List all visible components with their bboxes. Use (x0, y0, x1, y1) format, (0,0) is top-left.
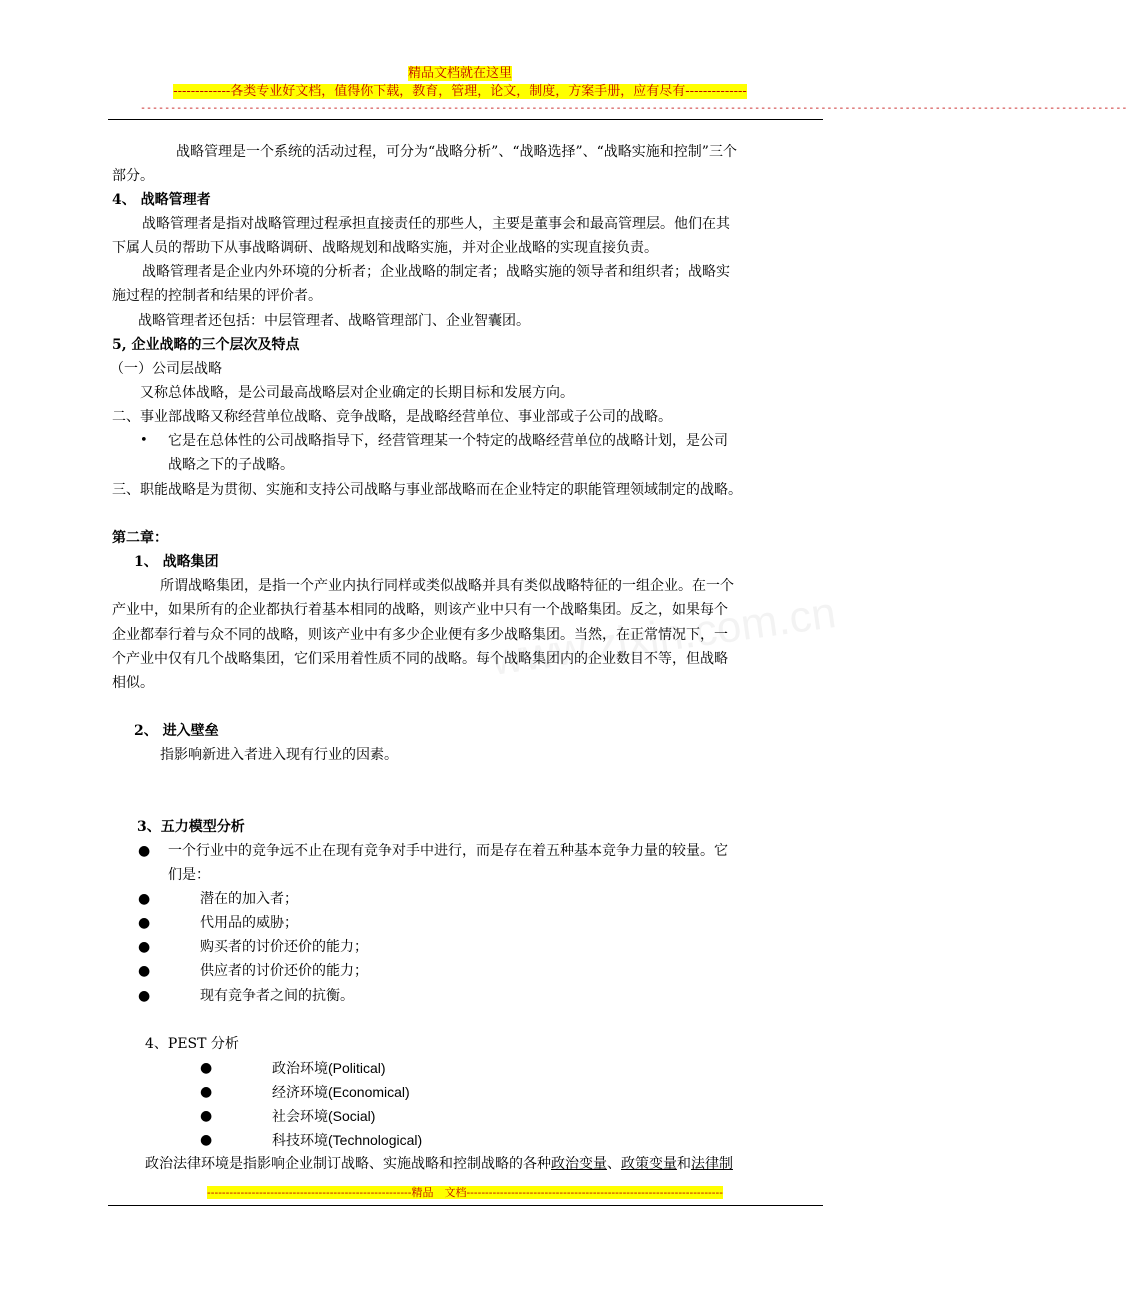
bullet-text: 战略之下的子战略。 (168, 457, 294, 473)
paragraph: 个产业中仅有几个战略集团，它们采用着性质不同的战略。每个战略集团内的企业数目不等，但战略 (112, 651, 728, 667)
underlined-term: 政治变量 (551, 1156, 607, 1172)
bullet-dot-icon: ● (138, 963, 151, 979)
paragraph: 企业都奉行着与众不同的战略，则该产业中有多少企业便有多少战略集团。当然，在正常情况下，一 (112, 627, 728, 643)
section-heading: 4、 战略管理者 (112, 192, 211, 208)
footer-rule (108, 1205, 823, 1206)
bullet-dot-icon: • (140, 433, 148, 448)
bullet-text: 它是在总体性的公司战略指导下，经营管理某一个特定的战略经营单位的战略计划，是公司 (168, 433, 728, 449)
text-run: 政治法律环境是指影响企业制订战略、实施战略和控制战略的各种 (145, 1156, 551, 1172)
bullet-dot-icon: ● (138, 891, 151, 907)
paragraph: 指影响新进入者进入现有行业的因素。 (160, 747, 398, 763)
subsection: （一）公司层战略 (110, 361, 222, 377)
pest-item: 政治环境(Political) (272, 1060, 386, 1076)
force-item: 现有竞争者之间的抗衡。 (200, 988, 354, 1004)
bullet-dot-icon: ● (138, 843, 151, 859)
pest-item: 社会环境(Social) (272, 1108, 376, 1124)
paragraph: 战略管理者是企业内外环境的分析者；企业战略的制定者；战略实施的领导者和组织者；战略实 (142, 264, 730, 280)
bullet-dot-icon: ● (138, 915, 151, 931)
force-item: 代用品的威胁； (200, 915, 298, 931)
chapter-title: 第二章： (112, 530, 168, 546)
paragraph: 产业中，如果所有的企业都执行着基本相同的战略，则该产业中只有一个战略集团。反之，如果每个 (112, 602, 728, 618)
force-item: 供应者的讨价还价的能力； (200, 963, 368, 979)
bullet-dot-icon: ● (200, 1060, 213, 1076)
footer-bar (140, 1186, 790, 1200)
paragraph-last (145, 1153, 733, 1175)
force-item: 购买者的讨价还价的能力； (200, 939, 368, 955)
header-rule (108, 119, 823, 120)
section-heading: 3、五力模型分析 (137, 819, 245, 835)
bullet-text: 们是： (168, 867, 210, 883)
underlined-term: 法律制 (691, 1156, 733, 1172)
pest-item: 经济环境(Economical) (272, 1084, 410, 1100)
header-tagline-text: -------------各类专业好文档，值得你下载，教育，管理，论文，制度，方案手册，应有尽有-------------- (173, 84, 747, 99)
bullet-dot-icon: ● (138, 988, 151, 1004)
paragraph: 又称总体战略，是公司最高战略层对企业确定的长期目标和发展方向。 (140, 385, 574, 401)
pest-item: 科技环境(Technological) (272, 1132, 423, 1148)
paragraph: 二、事业部战略又称经营单位战略、竞争战略，是战略经营单位、事业部或子公司的战略。 (112, 409, 672, 425)
text-run: 、 (607, 1156, 621, 1172)
paragraph: 相似。 (112, 675, 154, 691)
bullet-dot-icon: ● (138, 939, 151, 955)
footer-text: -------------------------------------------------------精品 文档--------------------------------------------------------------------- (207, 1186, 723, 1199)
bullet-dot-icon: ● (200, 1108, 213, 1124)
paragraph: 战略管理者还包括：中层管理者、战略管理部门、企业智囊团。 (138, 313, 530, 329)
section-heading: 1、 战略集团 (134, 554, 219, 570)
paragraph: 下属人员的帮助下从事战略调研、战略规划和战略实施，并对企业战略的实现直接负责。 (112, 240, 658, 256)
header-tagline (0, 84, 920, 100)
underlined-term: 政策变量 (621, 1156, 677, 1172)
paragraph: 所谓战略集团，是指一个产业内执行同样或类似战略并具有类似战略特征的一组企业。在一个 (160, 578, 734, 594)
paragraph: 三、职能战略是为贯彻、实施和支持公司战略与事业部战略而在企业特定的职能管理领域制定的战略。 (112, 482, 742, 498)
paragraph: 战略管理是一个系统的活动过程，可分为“战略分析”、“战略选择”、“战略实施和控制”三个 (176, 144, 737, 160)
paragraph: 部分。 (112, 168, 154, 184)
header-title-text: 精品文档就在这里 (407, 66, 512, 81)
header-title (0, 66, 920, 82)
bullet-dot-icon: ● (200, 1132, 213, 1148)
paragraph: 战略管理者是指对战略管理过程承担直接责任的那些人，主要是董事会和最高管理层。他们在其 (142, 216, 730, 232)
header-dashes: -------------------------------------------------------------------------------------------------------------------------------------------------------------------- (140, 103, 1127, 114)
force-item: 潜在的加入者； (200, 891, 298, 907)
section-heading: 4、PEST 分析 (145, 1036, 239, 1052)
paragraph: 施过程的控制者和结果的评价者。 (112, 288, 322, 304)
section-heading: 5, 企业战略的三个层次及特点 (112, 337, 300, 353)
bullet-dot-icon: ● (200, 1084, 213, 1100)
bullet-text: 一个行业中的竞争远不止在现有竞争对手中进行，而是存在着五种基本竞争力量的较量。它 (168, 843, 728, 859)
section-heading: 2、 进入壁垒 (134, 723, 219, 739)
text-run: 和 (677, 1156, 691, 1172)
